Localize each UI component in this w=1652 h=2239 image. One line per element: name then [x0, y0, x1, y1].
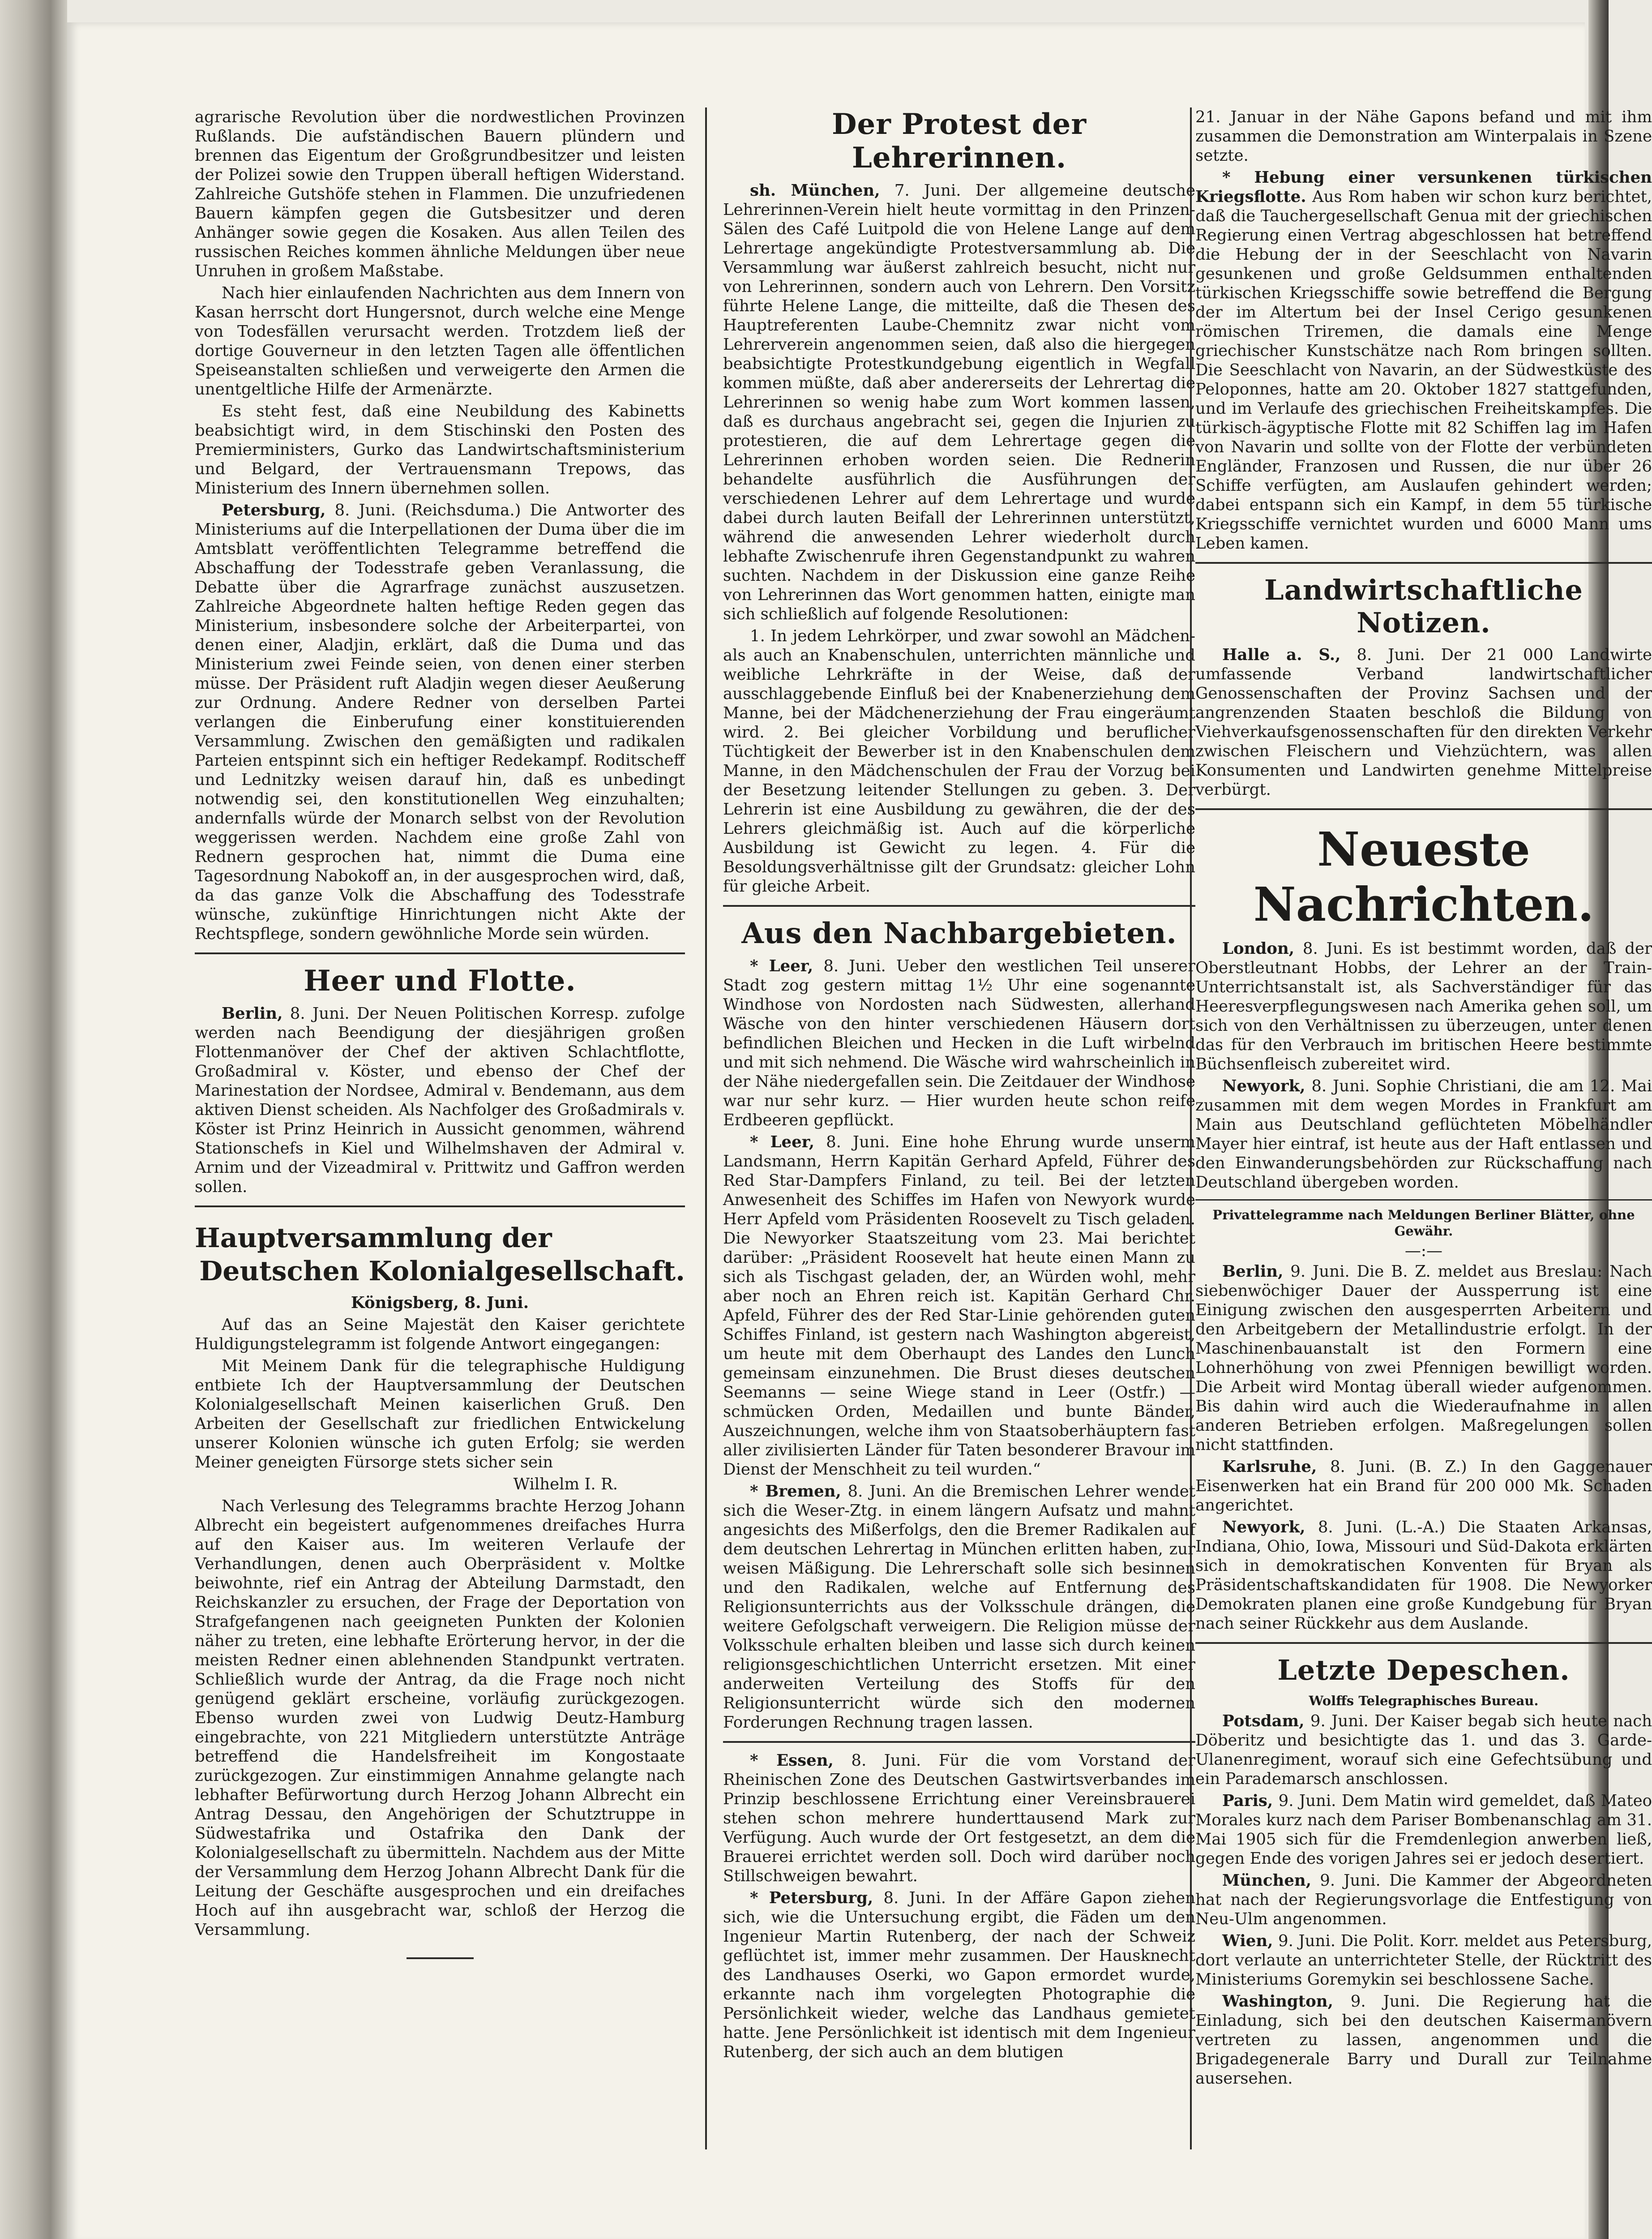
section-rule	[723, 1741, 1195, 1743]
dateline: Königsberg, 8. Juni.	[351, 1294, 529, 1312]
dateline: Potsdam,	[1222, 1712, 1305, 1730]
subheading: Privattelegramme nach Meldungen Berliner Blätter, ohne Gewähr.	[1212, 1207, 1635, 1239]
section-heading: Aus den Nachbargebieten.	[741, 917, 1177, 950]
section-heading: Deutschen Kolonialgesellschaft.	[199, 1256, 685, 1287]
column-right	[1195, 107, 1652, 2091]
article-paragraph: Newyork, 8. Juni. (L.-A.) Die Staaten Arkansas, Indiana, Ohio, Iowa, Missouri und Süd-Dakota erklärten sich in demokratischen Konventen für Bryan als Präsidentschaftskandidaten für 1908. Die Newyorker Demokraten planen eine große Kundgebung für Bryan nach seiner Rückkehr aus dem Auslande.	[1195, 1518, 1652, 1633]
section-heading: Hauptversammlung der	[195, 1222, 552, 1254]
section-rule	[1195, 562, 1652, 564]
newspaper-page	[67, 22, 1652, 2239]
section-rule	[195, 952, 685, 954]
section-heading: Heer und Flotte.	[304, 964, 576, 998]
dateline: * Leer,	[750, 957, 813, 975]
dateline: * Leer,	[750, 1133, 815, 1151]
subheading: Wolffs Telegraphisches Bureau.	[1309, 1693, 1539, 1708]
book-spine	[0, 0, 67, 2239]
signature: Wilhelm I. R.	[513, 1475, 618, 1493]
article-paragraph: * Bremen, 8. Juni. An die Bremischen Lehrer wendet sich die Weser-Ztg. in einem längern Aufsatz und mahnt angesichts des Mißerfolgs, den die Bremer Radikalen auf dem deutschen Lehrertag in München erlitten haben, zur weisen Mäßigung. Die Lehrerschaft solle sich besinnen und den Radikalen, welche auf Entfernung des Religionsunterrichts aus der Volksschule drängen, die weitere Gefolgschaft verweigern. Die Religion müsse der Volksschule erhalten bleiben und lasse sich durch keinen religionsgeschichtlichen Unterricht ersetzen. Mit einer anderweiten Verteilung des Stoffs für den Religionsunterricht würde sich den modernen Forderungen Rechnung tragen lassen.	[723, 1482, 1195, 1732]
article-paragraph: Washington, 9. Juni. Die Regierung hat die Einladung, sich bei den deutschen Kaisermanövern vertreten zu lassen, angenommen und die Brigadegenerale Barry und Durall zur Teilnahme ausersehen.	[1195, 1992, 1652, 2088]
dateline: Wien,	[1222, 1932, 1273, 1950]
section-heading: Der Protest der Lehrerinnen.	[831, 107, 1087, 175]
dateline: Newyork,	[1222, 1518, 1305, 1536]
dateline: * Petersburg,	[750, 1889, 873, 1907]
dateline: Berlin,	[222, 1004, 283, 1023]
end-rule	[407, 1957, 474, 1959]
column-left	[195, 107, 685, 1959]
dateline: Washington,	[1222, 1992, 1333, 2011]
column-middle	[723, 107, 1195, 2064]
section-rule	[1195, 1199, 1652, 1201]
article-paragraph: Karlsruhe, 8. Juni. (B. Z.) In den Gaggenauer Eisenwerken hat ein Brand für 200 000 Mk. Schaden angerichtet.	[1195, 1458, 1652, 1514]
dateline: sh. München,	[750, 181, 880, 200]
article-heading: * Hebung einer versunkenen türkischen Kriegsflotte.	[1195, 168, 1652, 206]
section-heading: Landwirtschaftliche Notizen.	[1264, 574, 1584, 639]
section-heading-large: Neueste Nachrichten.	[1253, 822, 1594, 932]
dateline: München,	[1222, 1871, 1312, 1890]
article-paragraph: Wien, 9. Juni. Die Polit. Korr. meldet aus Petersburg, dort verlaute an unterrichteter Stelle, der Rücktritt des Ministeriums Goremykin sei beschlossene Sache.	[1195, 1932, 1652, 1989]
article-paragraph: Potsdam, 9. Juni. Der Kaiser begab sich heute nach Döberitz und besichtigte das 1. und das 3. Garde-Ulanenregiment, worauf sich eine Gefechtsübung und ein Parademarsch anschlossen.	[1195, 1712, 1652, 1788]
article-paragraph: Auf das an Seine Majestät den Kaiser gerichtete Huldigungstelegramm ist folgende Antwort eingegangen:	[195, 1316, 685, 1353]
article-paragraph: Halle a. S., 8. Juni. Der 21 000 Landwirte umfassende Verband landwirtschaftlicher Genossenschaften der Provinz Sachsen und der angrenzenden Staaten beschloß die Bildung von Viehverkaufsgenossenschaften für den direkten Verkehr zwischen Fleischern und Viehzüchtern, was allen Konsumenten und Landwirten genehme Mittelpreise verbürgt.	[1195, 646, 1652, 799]
separator-ornament: —:—	[1404, 1242, 1443, 1260]
dateline: Newyork,	[1222, 1077, 1305, 1095]
article-paragraph: Mit Meinem Dank für die telegraphische Huldigung entbiete Ich der Hauptversammlung der Deutschen Kolonialgesellschaft Meinen kaiserlichen Gruß. Den Arbeiten der Gesellschaft zur friedlichen Entwickelung unserer Kolonien wünsche ich guten Erfolg; sie werden Meiner geneigten Fürsorge stets sicher sein	[195, 1357, 685, 1471]
article-paragraph: Nach hier einlaufenden Nachrichten aus dem Innern von Kasan herrscht dort Hungersnot, durch welche eine Menge von Todesfällen verursacht werden. Trotzdem ließ der dortige Gouverneur in den letzten Tagen alle öffentlichen Speiseanstalten schließen und verweigerte den Armen die unentgeltliche Hilfe der Armenärzte.	[195, 284, 685, 399]
article-paragraph: München, 9. Juni. Die Kammer der Abgeordneten hat nach der Regierungsvorlage die Entfestigung von Neu-Ulm angenommen.	[1195, 1871, 1652, 1928]
section-rule	[195, 1205, 685, 1207]
dateline: Karlsruhe,	[1222, 1458, 1317, 1476]
article-paragraph: * Leer, 8. Juni. Ueber den westlichen Teil unserer Stadt zog gestern mittag 1½ Uhr eine sogenannte Windhose von Nordosten nach Südwesten, allerhand Wäsche von den hinter verschiedenen Häusern dort befindlichen Bleichen und Hecken in die Luft wirbelnd und mit sich nehmend. Die Wäsche wird wahrscheinlich in der Nähe niedergefallen sein. Die Zeitdauer der Windhose war nur sehr kurz. — Hier wurden heute schon reife Erdbeeren gepflückt.	[723, 957, 1195, 1129]
dateline: Berlin,	[1222, 1262, 1284, 1281]
article-paragraph: Berlin, 9. Juni. Die B. Z. meldet aus Breslau: Nach siebenwöchiger Dauer der Aussperrung ist eine Einigung zwischen den ausgesperrten Arbeitern und den Arbeitgebern der Metallindustrie erfolgt. In der Maschinenbauanstalt ist den Formern eine Lohnerhöhung von zwei Pfennigen bewilligt worden. Die Arbeit wird Montag überall wieder aufgenommen. Bis dahin wird auch die Wiederaufnahme in allen anderen Betrieben erfolgen. Maßregelungen sollen nicht stattfinden.	[1195, 1262, 1652, 1454]
column-divider	[705, 107, 707, 2149]
dateline: * Essen,	[750, 1751, 834, 1770]
article-paragraph: Newyork, 8. Juni. Sophie Christiani, die am 12. Mai zusammen mit dem wegen Mordes in Frankfurt am Main aus Deutschland geflüchteten Möbelhändler Mayer hier eintraf, ist heute aus der Haft entlassen und den Einwanderungsbehörden zur Rückschaffung nach Deutschland übergeben worden.	[1195, 1077, 1652, 1192]
article-paragraph: * Petersburg, 8. Juni. In der Affäre Gapon ziehen sich, wie die Untersuchung ergibt, die Fäden um den Ingenieur Martin Rutenberg, der nach der Schweiz geflüchtet ist, immer mehr zusammen. Der Hausknecht des Landhauses Oserki, wo Gapon ermordet wurde, erkannte nach ihm vorgelegten Photographie die Persönlichkeit wieder, welche das Landhaus gemietet hatte. Jene Persönlichkeit ist identisch mit dem Ingenieur Rutenberg, der sich auch an dem blutigen	[723, 1889, 1195, 2061]
dateline: Paris,	[1222, 1792, 1273, 1810]
section-rule	[1195, 1642, 1652, 1644]
article-paragraph: Paris, 9. Juni. Dem Matin wird gemeldet, daß Mateo Morales kurz nach dem Pariser Bombenanschlag am 31. Mai 1905 sich für die Fremdenlegion anwerben ließ, gegen Ende des vorigen Jahres sei er jedoch desertiert.	[1195, 1792, 1652, 1868]
article-paragraph: * Essen, 8. Juni. Für die vom Vorstand der Rheinischen Zone des Deutschen Gastwirtsverbandes im Prinzip beschlossene Errichtung einer Vereinsbrauerei stehen schon mehrere hunderttausend Mark zur Verfügung. Auch wurde der Ort festgesetzt, an dem die Brauerei errichtet werden soll. Doch wird darüber noch Stillschweigen bewahrt.	[723, 1751, 1195, 1885]
section-rule	[1195, 808, 1652, 810]
article-paragraph: 21. Januar in der Nähe Gapons befand und mit ihm zusammen die Demonstration am Winterpalais in Szene setzte.	[1195, 108, 1652, 165]
dateline: London,	[1222, 939, 1295, 958]
article-paragraph: Petersburg, 8. Juni. (Reichsduma.) Die Antworter des Ministeriums auf die Interpellationen der Duma über die im Amtsblatt veröffentlichten Telegramme betreffend die Abschaffung der Todesstrafe geben Veranlassung, die Debatte über die Agrarfrage zunächst auszusetzen. Zahlreiche Abgeordnete halten heftige Reden gegen das Ministerium, insbesondere solche der Arbeiterpartei, von denen einer, Aladjin, erklärt, daß die Duma und das Ministerium zwei Feinde seien, von denen einer sterben müsse. Der Präsident ruft Aladjin wegen dieser Aeußerung zur Ordnung. Andere Redner von derselben Partei verlangen die Einberufung einer konstituierenden Versammlung. Zwischen den gemäßigten und radikalen Parteien entspinnt sich ein heftiger Redekampf. Roditscheff und Lednitzky weisen darauf hin, daß es unbedingt notwendig sei, den konstitutionellen Weg einzuhalten; andernfalls würde der Monarch selbst von der Revolution weggerissen werden. Nachdem eine große Zahl von Rednern gesprochen hat, nimmt die Duma eine Tagesordnung Nabokoff an, in der ausgesprochen wird, daß, da das ganze Volk die Abschaffung des Todesstrafe wünsche, zukünftige Hinrichtungen nicht Akte der Rechtspflege, sondern gewöhnliche Morde sein würden.	[195, 501, 685, 943]
article-paragraph: London, 8. Juni. Es ist bestimmt worden, daß der Oberstleutnant Hobbs, der Lehrer an der Train-Unterrichtsanstalt ist, als Sachverständiger für das Heeresverpflegungswesen nach Amerika gehen soll, um sich von den Verhältnissen zu überzeugen, unter denen das für den Verbrauch im britischen Heere bestimmte Büchsenfleisch zubereitet wird.	[1195, 939, 1652, 1073]
article-paragraph: Es steht fest, daß eine Neubildung des Kabinetts beabsichtigt wird, in dem Stischinski den Posten des Premierministers, Gurko das Landwirtschaftsministerium und Belgard, der Vertrauensmann Trepows, das Ministerium des Innern übernehmen sollen.	[195, 402, 685, 498]
article-paragraph: * Leer, 8. Juni. Eine hohe Ehrung wurde unserm Landsmann, Herrn Kapitän Gerhard Apfeld, Führer des Red Star-Dampfers Finland, zu teil. Bei der letzten Anwesenheit des Schiffes im Hafen von Newyork wurde Herr Apfeld vom Präsidenten Roosevelt zu Tisch geladen. Die Newyorker Staatszeitung vom 23. Mai berichtet darüber: „Präsident Roosevelt hat heute einen Mann zu sich als Tischgast geladen, der, an Würden wohl, mehr aber noch an Ehren reich ist. Kapitän Gerhard Chr. Apfeld, Führer des der Red Star-Linie gehörenden guten Schiffes Finland, ist gestern nach Washington abgereist, um heute mit dem Oberhaupt des Landes den Lunch gemeinsam einzunehmen. Die Brust dieses deutschen Seemanns — seine Wiege stand in Leer (Ostfr.) — schmücken Orden, Medaillen und bunte Bänder, Auszeichnungen, welche ihm von Staatsoberhäuptern fast aller zivilisierten Länder für Taten besonderer Bravour im Dienst der Menschheit zu teil wurden.“	[723, 1133, 1195, 1479]
article-paragraph: Berlin, 8. Juni. Der Neuen Politischen Korresp. zufolge werden nach Beendigung der diesjährigen großen Flottenmanöver der Chef der aktiven Schlachtflotte, Großadmiral v. Köster, und ebenso der Chef der Marinestation der Nordsee, Admiral v. Bendemann, aus dem aktiven Dienst scheiden. Als Nachfolger des Großadmirals v. Köster ist Prinz Heinrich in Aussicht genommen, während Stationschefs in Kiel und Wilhelmshaven der Admiral v. Arnim und der Vizeadmiral v. Prittwitz und Gaffron werden sollen.	[195, 1004, 685, 1196]
article-paragraph: agrarische Revolution über die nordwestlichen Provinzen Rußlands. Die aufständischen Bauern plündern und brennen das Eigentum der Großgrundbesitzer und leisten der Polizei sowie den Truppen überall heftigen Widerstand. Zahlreiche Gutshöfe stehen in Flammen. Die unzufriedenen Bauern kämpfen gegen die Gutsbesitzer und deren Anhänger sowie gegen die Kosaken. Aus allen Teilen des russischen Reiches kommen ähnliche Meldungen über neue Unruhen in großem Maßstabe.	[195, 108, 685, 280]
section-rule	[723, 905, 1195, 907]
article-paragraph: * Hebung einer versunkenen türkischen Kriegsflotte. Aus Rom haben wir schon kurz berichtet, daß die Tauchergesellschaft Genua mit der griechischen Regierung einen Vertrag abgeschlossen hat betreffend die Hebung der in der Seeschlacht von Navarin gesunkenen und große Geldsummen enthaltenden türkischen Kriegsschiffe sowie betreffend die Bergung der im Altertum bei der Insel Cerigo gesunkenen römischen Triremen, die damals eine Menge griechischer Kunstschätze nach Rom bringen sollten. Die Seeschlacht von Navarin, an der Südwestküste des Peloponnes, hatte am 20. Oktober 1827 stattgefunden, und im Verlaufe des griechischen Freiheitskampfes. Die türkisch-ägyptische Flotte mit 82 Schiffen lag im Hafen von Navarin und sollte von der Flotte der verbündeten Engländer, Franzosen und Russen, die nur über 26 Schiffe verfügten, am Auslaufen gehindert werden; dabei entspann sich ein Kampf, in dem 55 türkische Kriegsschiffe vernichtet wurden und 6000 Mann ums Leben kamen.	[1195, 168, 1652, 553]
article-paragraph: 1. In jedem Lehrkörper, und zwar sowohl an Mädchen- als auch an Knabenschulen, unterrichten männliche und weibliche Lehrkräfte in der Weise, daß der ausschlaggebende Einfluß bei der Knabenerziehung dem Manne, bei der Mädchenerziehung der Frau eingeräumt wird. 2. Bei gleicher Vorbildung und beruflicher Tüchtigkeit der Bewerber ist in den Knabenschulen dem Manne, in den Mädchenschulen der Frau der Vorzug bei der Besetzung leitender Stellungen zu geben. 3. Der Lehrerin ist eine Ausbildung zu gewähren, die der des Lehrers gleichmäßig ist. Auch auf die körperliche Ausbildung ist Gewicht zu legen. 4. Für die Besoldungsverhältnisse gilt der Grundsatz: gleicher Lohn für gleiche Arbeit.	[723, 627, 1195, 896]
article-paragraph: Nach Verlesung des Telegramms brachte Herzog Johann Albrecht ein begeistert aufgenommenes dreifaches Hurra auf den Kaiser aus. Im weiteren Verlaufe der Verhandlungen, denen auch Oberpräsident v. Moltke beiwohnte, rief ein Antrag der Abteilung Darmstadt, den Reichskanzler zu ersuchen, der Frage der Deportation von Strafgefangenen nach geeigneten Punkten der Kolonien näher zu treten, eine lebhafte Erörterung hervor, in der die meisten Redner einen ablehnenden Standpunkt vertraten. Schließlich wurde der Antrag, da die Frage noch nicht genügend geklärt erscheine, vorläufig zurückgezogen. Ebenso wurden zwei von Ludwig Deutz-Hamburg eingebrachte, von 221 Mitgliedern unterstützte Anträge betreffend die Handelsfreiheit im Kongostaate zurückgezogen. Zur einstimmigen Annahme gelangte nach lebhafter Befürwortung durch Herzog Johann Albrecht ein Antrag Dessau, den Angehörigen der Schutztruppe in Südwestafrika und Ostafrika den Dank der Kolonialgesellschaft zu übermitteln. Nachdem aus der Mitte der Versammlung dem Herzog Johann Albrecht Dank für die Leitung der Geschäfte ausgesprochen und ein dreifaches Hoch auf ihn ausgebracht war, schloß der Herzog die Versammlung.	[195, 1497, 685, 1939]
section-heading: Letzte Depeschen.	[1277, 1654, 1570, 1686]
article-paragraph: sh. München, 7. Juni. Der allgemeine deutsche Lehrerinnen-Verein hielt heute vormittag in den Prinzen-Sälen des Café Luitpold die von Helene Lange auf dem Lehrertage angekündigte Protestversammlung ab. Die Versammlung war äußerst zahlreich besucht, nicht nur von Lehrerinnen, sondern auch von Lehrern. Den Vorsitz führte Helene Lange, die mitteilte, daß die Thesen des Hauptreferenten Laube-Chemnitz zwar nicht vom Lehrerverein angenommen seien, daß also die hiergegen beabsichtigte Protestkundgebung eigentlich in Wegfall kommen müßte, daß aber andererseits der Lehrertag die Lehrerinnen so wenig habe zum Wort kommen lassen, daß es durchaus angebracht sei, gegen die Injurien zu protestieren, die auf dem Lehrertage gegen die Lehrerinnen erhoben worden seien. Die Rednerin behandelte ausführlich die Ausführungen der verschiedenen Lehrer auf dem Lehrertage und wurde dabei durch lauten Beifall der Lehrerinnen unterstützt, während die anwesenden Lehrer wiederholt durch lebhafte Zwischenrufe ihren Gegenstandpunkt zu wahren suchten. Nachdem in der Diskussion eine ganze Reihe von Lehrerinnen das Wort genommen hatten, einigte man sich schließlich auf folgende Resolutionen:	[723, 181, 1195, 623]
dateline: Petersburg,	[222, 501, 326, 519]
dateline: * Bremen,	[750, 1482, 841, 1501]
dateline: Halle a. S.,	[1222, 646, 1341, 664]
